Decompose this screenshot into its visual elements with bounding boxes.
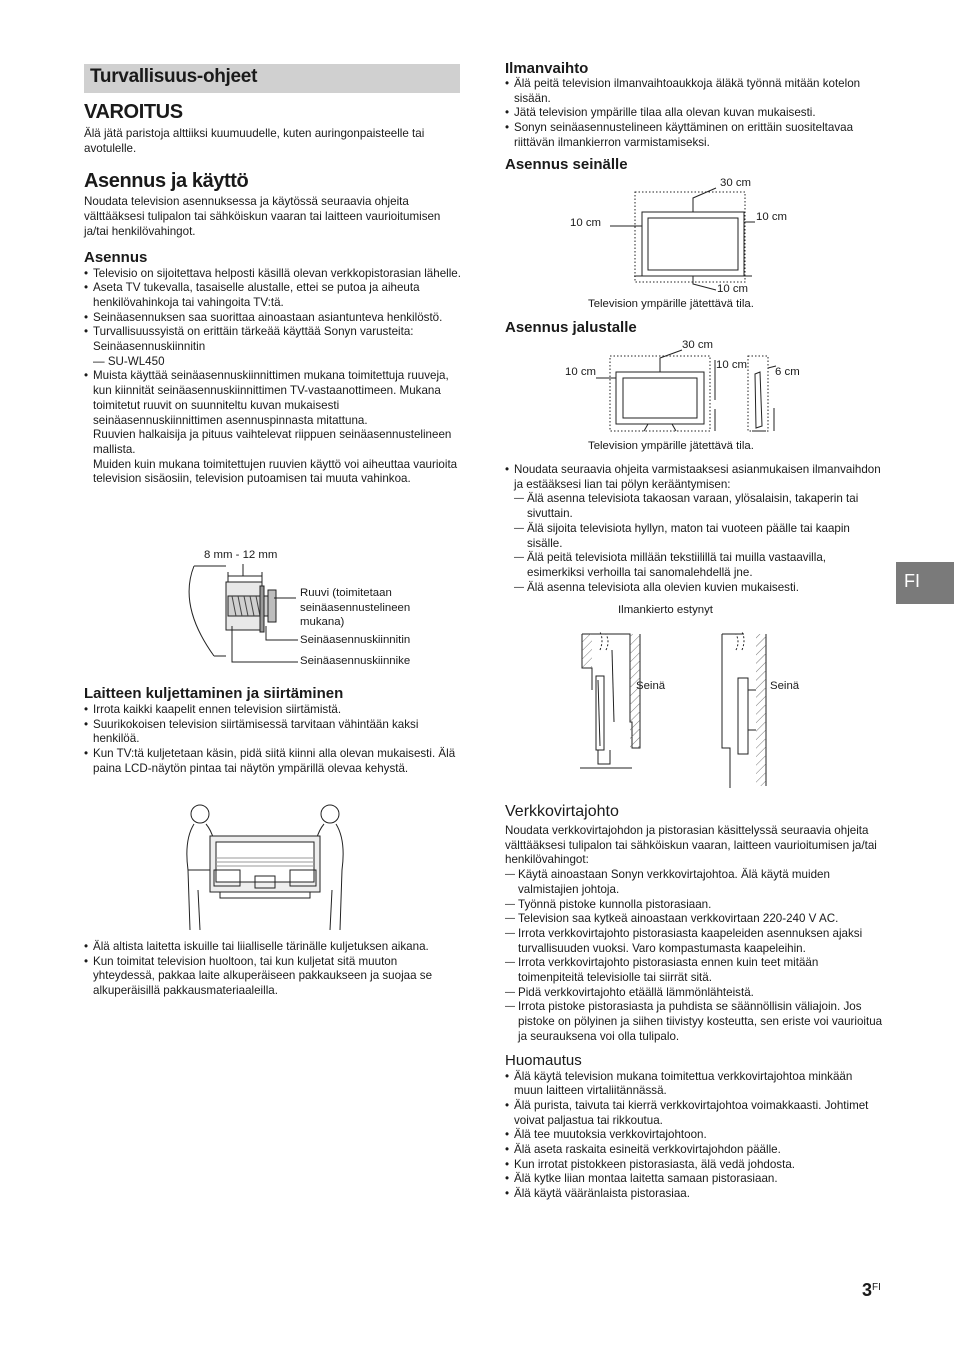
ventilation-list — [505, 77, 883, 151]
screw-dimension-label: 8 mm - 12 mm — [204, 549, 278, 561]
list-item: • Älä kytke liian montaa laitetta samaan pistorasiaan. — [505, 1172, 883, 1187]
transport-after-list — [84, 940, 462, 999]
transport-list — [84, 703, 462, 777]
list-item: — Älä asenna televisiota takaosan varaan, ylösalaisin, takaperin tai sivuttain. — [514, 492, 883, 521]
stand-mount-diagram — [560, 338, 820, 458]
list-item: — Älä sijoita televisiota hyllyn, maton tai vuoteen päälle tai kaapin sisälle. — [514, 522, 883, 551]
bracket-label: Seinäasennuskiinnitin — [300, 634, 411, 646]
wall-mount-title: Asennus seinälle — [505, 155, 628, 173]
list-item: • Aseta TV tukevalla, tasaiselle alustalle, ettei se putoa ja aiheuta henkilövahinkoja tai vahingoita TV:tä. — [84, 281, 462, 310]
list-item: — Irrota verkkovirtajohto pistorasiasta kaapeleiden asennuksen ajaksi turvallisuuden vuoksi. Varo kompastumasta kaapeleihin. — [505, 927, 883, 956]
list-item: • Älä tee muutoksia verkkovirtajohtoon. — [505, 1128, 883, 1143]
list-item: • Seinäasennuksen saa suorittaa ainoastaan asiantunteva henkilöstö. — [84, 311, 462, 326]
left-column — [84, 101, 462, 487]
language-tab — [896, 562, 954, 604]
list-item: — Älä peitä televisiota millään tekstiilillä tai muilla vastaavilla, esimerkiksi verhoilla tai sanomalehdellä jne. — [514, 551, 883, 580]
airflow-svg — [570, 620, 810, 790]
stand-caption: Television ympärille jätettävä tila. — [588, 440, 754, 452]
list-item: — Irrota verkkovirtajohto pistorasiasta ennen kuin teet mitään toimenpiteitä televisiolle tai siirrät sitä. — [505, 956, 883, 985]
list-item: • Jätä television ympärille tilaa alla olevan kuvan mukaisesti. — [505, 106, 883, 121]
stand-mount-title: Asennus jalustalle — [505, 319, 637, 336]
power-cord-title: Verkkovirtajohto — [505, 803, 619, 820]
wall-right-distance: 10 cm — [756, 211, 788, 223]
stand-back-distance: 6 cm — [775, 366, 800, 378]
list-item: • Sonyn seinäasennustelineen käyttäminen on erittäin suositeltavaa riittävän ilmankierron varmistamiseksi. — [505, 121, 883, 150]
language-tab-label: FI — [904, 571, 920, 591]
power-cord-list — [505, 868, 883, 1044]
list-item: • Älä altista laitetta iskuille tai liialliselle tärinälle kuljetuksen aikana. — [84, 940, 462, 955]
wall-label-right: Seinä — [770, 680, 800, 692]
list-item: • Älä peitä television ilmanvaihtoaukkoja äläkä työnnä mitään kotelon sisään. — [505, 77, 883, 106]
hook-label: Seinäasennuskiinnike — [300, 655, 411, 667]
stand-left-distance: 10 cm — [565, 366, 597, 378]
carrying-tv-svg — [180, 800, 350, 932]
ventilation-section — [505, 60, 883, 173]
transport-title: Laitteen kuljettaminen ja siirtäminen — [84, 685, 344, 702]
list-item: — Irrota pistoke pistorasiasta ja puhdista se säännöllisin väliajoin. Jos pistoke on pölyinen ja siihen tiivistyy kosteutta, sen eriste voi vaurioitua ja seurauksena voi olla tulipalo. — [505, 1000, 883, 1044]
asennus-list — [84, 267, 462, 488]
airflow-intro-list — [505, 463, 883, 492]
list-item — [84, 369, 462, 487]
wall-caption: Television ympärille jätettävä tila. — [588, 298, 754, 310]
list-item: • Älä aseta raskaita esineitä verkkovirtajohdon päälle. — [505, 1143, 883, 1158]
wall-mount-svg — [560, 176, 800, 298]
transport-after-section — [84, 940, 462, 999]
wall-mount-diagram — [560, 176, 800, 316]
carrying-tv-illustration — [180, 800, 350, 932]
list-item — [84, 325, 462, 369]
stand-top-distance: 30 cm — [682, 339, 714, 351]
wall-left-distance: 10 cm — [570, 217, 602, 229]
stand-mount-heading — [505, 319, 883, 336]
power-cord-section — [505, 803, 883, 1202]
warning-title: VAROITUS — [84, 101, 183, 123]
stand-right-distance: 10 cm — [716, 359, 748, 371]
list-item: • Televisio on sijoitettava helposti käsillä olevan verkkopistorasian lähelle. — [84, 267, 462, 282]
power-cord-intro: Noudata verkkovirtajohdon ja pistorasian käsittelyssä seuraavia ohjeita välttääksesi tulipalon tai sähköiskun vaaran, laitteen vaurioitumisen ja/tai henkilövahingot: — [505, 824, 877, 867]
screw-note-1: Ruuvien halkaisija ja pituus vaihtelevat riippuen seinäasennustelineen mallista. — [93, 428, 452, 456]
accessory-model: — SU-WL450 — [93, 354, 165, 368]
list-item-text: Muista käyttää seinäasennuskiinnittimen mukana toimitettuja ruuveja, kun kiinnität seinäasennuskiinnittimen TV-vastaanottimeen. Mukana toimitetut ruuvit on suunniteltu kuvan mukaisesti seinäasennuskiinnittimen asennuspinnasta mitattuna. — [93, 369, 449, 427]
install-use-text: Noudata television asennuksessa ja käytössä seuraavia ohjeita välttääksesi tulipalon tai sähköiskun vaaran tai laitteen vaurioitumisen ja/tai henkilövahingot. — [84, 195, 441, 238]
list-item: — Käytä ainoastaan Sonyn verkkovirtajohtoa. Älä käytä muiden valmistajien johtoja. — [505, 868, 883, 897]
install-use-title: Asennus ja käyttö — [84, 170, 249, 193]
wall-top-distance: 30 cm — [720, 177, 752, 189]
page-number-lang: FI — [872, 1282, 881, 1293]
list-item: • Kun irrotat pistokkeen pistorasiasta, älä vedä johdosta. — [505, 1158, 883, 1173]
list-item: — Television saa kytkeä ainoastaan verkkovirtaan 220-240 V AC. — [505, 912, 883, 927]
section-header-bar — [84, 64, 460, 93]
asennus-title: Asennus — [84, 248, 148, 266]
list-item: • Älä purista, taivuta tai kierrä verkkovirtajohtoa voimakkaasti. Johtimet voivat paljastua tai rikkoutua. — [505, 1099, 883, 1128]
list-item: — Työnnä pistoke kunnolla pistorasiaan. — [505, 898, 883, 913]
note-title: Huomautus — [505, 1051, 582, 1069]
wall-bottom-distance: 10 cm — [717, 283, 749, 295]
list-item: • Älä käytä television mukana toimitettua verkkovirtajohtoa minkään muun laitteen virtaliitännässä. — [505, 1070, 883, 1099]
warning-text: Älä jätä paristoja alttiiksi kuumuudelle, kuten auringonpaisteelle tai avotulelle. — [84, 127, 425, 155]
list-item: — Älä asenna televisiota alla olevien kuvien mukaisesti. — [514, 581, 883, 596]
screw-diagram — [176, 546, 466, 676]
stand-mount-svg — [560, 338, 820, 438]
list-item: • Älä käytä vääränlaista pistorasiaa. — [505, 1187, 883, 1202]
screw-label: Ruuvi (toimitetaan seinäasennustelineen mukana) — [300, 587, 411, 628]
airflow-blocked-diagram — [570, 600, 810, 792]
airflow-section — [505, 463, 883, 595]
list-item: • Kun toimitat television huoltoon, tai kun kuljetat sitä muuton yhteydessä, pakkaa laite alkuperäiseen pakkaukseen ja suojaa se alkuperäisillä pakkausmateriaaleilla. — [84, 955, 462, 999]
list-item: • Irrota kaikki kaapelit ennen television siirtämistä. — [84, 703, 462, 718]
note-list — [505, 1070, 883, 1202]
list-item-text: Turvallisuussyistä on erittäin tärkeää käyttää Sonyn varusteita: — [93, 325, 414, 339]
ventilation-title: Ilmanvaihto — [505, 60, 589, 77]
accessory-label: Seinäasennuskiinnitin — [93, 340, 206, 354]
page-number-value: 3 — [862, 1280, 873, 1300]
list-item: • Noudata seuraavia ohjeita varmistaaksesi asianmukaisen ilmanvaihdon ja estääksesi lian tai pölyn kerääntymisen: — [505, 463, 883, 492]
list-item: — Pidä verkkovirtajohto etäällä lämmönlähteistä. — [505, 986, 883, 1001]
airflow-diagram-title: Ilmankierto estynyt — [618, 604, 713, 616]
wall-label-left: Seinä — [636, 680, 666, 692]
list-item: • Kun TV:tä kuljetetaan käsin, pidä siitä kiinni alla olevan mukaisesti. Älä paina LCD-näytön pintaa tai näytön ympärillä olevaa kehystä. — [84, 747, 462, 776]
section-title: Turvallisuus-ohjeet — [90, 66, 258, 87]
airflow-dash-list — [505, 492, 883, 595]
transport-section — [84, 685, 462, 777]
list-item: • Suurikokoisen television siirtämisessä tarvitaan vähintään kaksi henkilöä. — [84, 718, 462, 747]
page-number — [862, 1280, 881, 1301]
screw-note-2: Muiden kuin mukana toimitettujen ruuvien käyttö voi aiheuttaa vaurioita television sisäosiin, television putoamisen tai muuta vahinkoa. — [93, 457, 458, 486]
